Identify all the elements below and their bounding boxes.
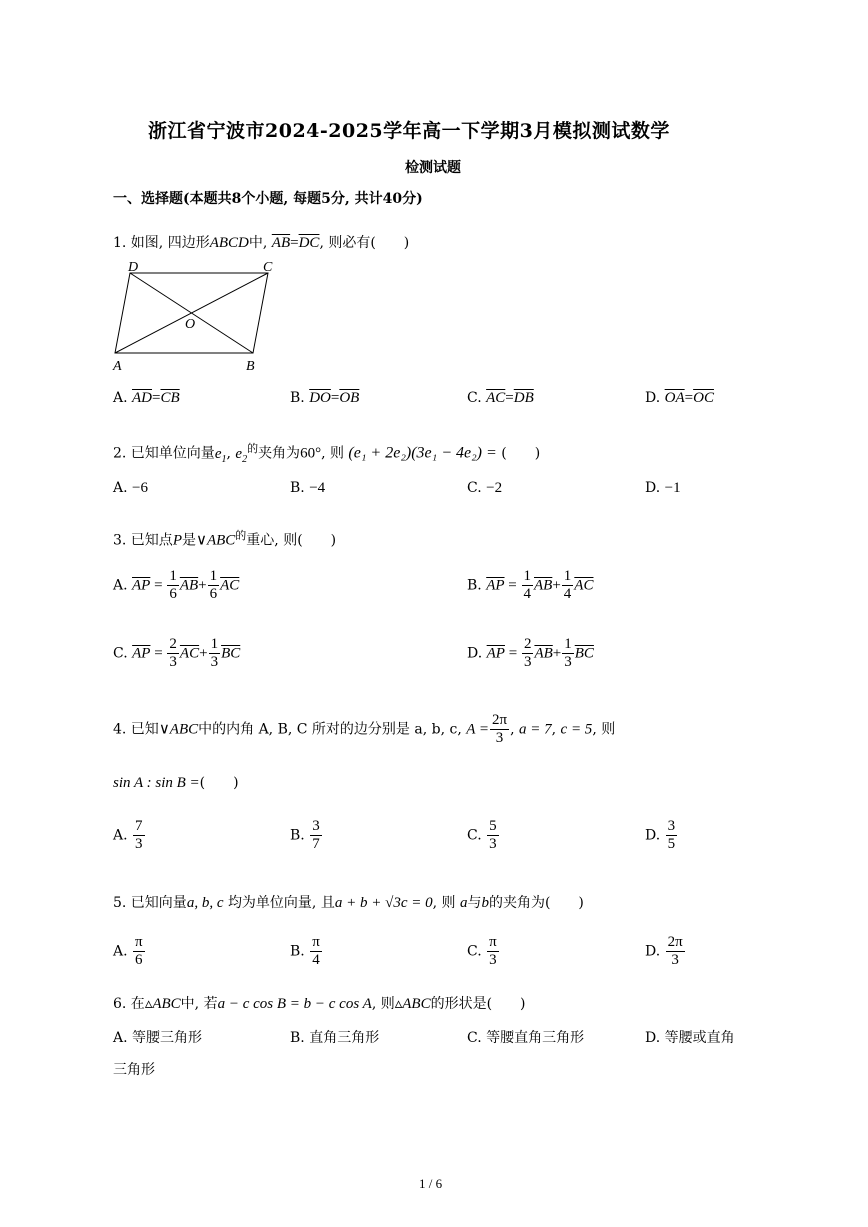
q4-option-a: A. $\frac{7}{3}$ [113, 818, 143, 852]
q4-option-c: C. $\frac{5}{3}$ [467, 818, 497, 852]
diagonal-ca [115, 273, 268, 353]
q1-text-c: , 则必有( ) [319, 235, 410, 251]
q1-eq: = [290, 235, 299, 251]
question-1-stem [113, 232, 409, 252]
label-d: D [128, 260, 139, 275]
q6-option-b: B. 直角三角形 [290, 1030, 380, 1046]
question-2-stem: 2. 已知单位向量$e_1$, $e_2^的$夹角为60°, 则 (e₁ + 2e₂)(3e₁ − 4e₂) = ( ) [113, 442, 541, 465]
q2-text-b: 夹角为 [258, 445, 301, 462]
q1-text-b: 中, [248, 235, 268, 251]
label-a: A [113, 359, 122, 374]
q5-option-c: C. $\frac{\pi}{3}$ [467, 934, 497, 968]
q2-e1: $e_1$ [214, 445, 227, 465]
q3-option-d: D. $\overline{AP}$ = $\frac{2}{3}$ $\overline{AB}+$ $\frac{1}{3}$ $\overline{BC}$ [467, 636, 594, 670]
q2-option-d: D. −1 [645, 480, 681, 496]
q5-option-b: B. $\frac{\pi}{4}$ [290, 934, 320, 968]
q1-option-b: B. $\overline{DO}=\overline{OB}$ [290, 390, 360, 406]
q5-option-d: D. $\frac{2\pi}{3}$ [645, 934, 683, 968]
q1-vec-dc: $\overline{DC}$ [298, 235, 320, 251]
q1-text-a: 1. 如图, 四边形 [113, 235, 210, 251]
page-title: 浙江省宁波市2024-2025学年高一下学期3月模拟测试数学 [148, 120, 670, 142]
q6-option-c: C. 等腰直角三角形 [467, 1030, 585, 1046]
question-6-stem: 6. 在▵ABC中, 若a − c cos B = b − c cos A, 则▵ABC的形状是( ) [113, 996, 526, 1012]
q1-option-a: A. $\overline{AD}=\overline{CB}$ [113, 390, 180, 406]
q6-option-d: D. 等腰或直角 [645, 1030, 735, 1046]
q2-expression: (e₁ + 2e₂)(3e₁ − 4e₂) = [348, 444, 497, 462]
label-b: B [246, 359, 255, 374]
question-4-line2: sin A : sin B =( ) [113, 775, 239, 791]
q3-option-b: B. $\overline{AP}$ = $\frac{1}{4}$ $\overline{AB}+$ $\frac{1}{4}$ $\overline{AC}$ [467, 568, 594, 602]
question-4-stem: 4. 已知∨ABC中的内角 A, B, C 所对的边分别是 a, b, c, A = $\frac{2\pi}{3}$ , a = 7, c = 5, 则 [113, 712, 616, 746]
q6-option-d-wrap: 三角形 [113, 1062, 155, 1078]
q1-option-c: C. $\overline{AC}=\overline{DB}$ [467, 390, 534, 406]
q4-option-d: D. $\frac{3}{5}$ [645, 818, 676, 852]
label-c: C [263, 260, 273, 275]
q2-option-b: B. −4 [290, 480, 326, 496]
q2-e2: $e_2$ [235, 445, 248, 465]
q1-vec-ab: $\overline{AB}$ [271, 235, 291, 251]
q5-option-a: A. $\frac{\pi}{6}$ [113, 934, 143, 968]
q2-text-a: 2. 已知单位向量 [113, 445, 215, 462]
page-subtitle: 检测试题 [405, 160, 461, 176]
q2-angle: 60° [300, 445, 322, 462]
q1-quad: ABCD [209, 235, 249, 251]
question-5-stem: 5. 已知向量a, b, c 均为单位向量, 且a + b + √3c = 0, 则 a与b的夹角为( ) [113, 895, 584, 911]
q3-option-a: A. $\overline{AP}$ = $\frac{1}{6}$ $\overline{AB}+$ $\frac{1}{6}$ $\overline{AC}$ [113, 568, 240, 602]
section-heading: 一、选择题(本题共8个小题, 每题5分, 共计40分) [113, 191, 423, 207]
q6-option-a: A. 等腰三角形 [113, 1030, 203, 1046]
q2-text-d: ( ) [501, 445, 541, 462]
q2-option-a: A. −6 [113, 480, 148, 496]
q4-option-b: B. $\frac{3}{7}$ [290, 818, 320, 852]
q3-option-c: C. $\overline{AP}$ = $\frac{2}{3}$ $\overline{AC}+$ $\frac{1}{3}$ $\overline{BC}$ [113, 636, 241, 670]
label-o: O [185, 317, 196, 332]
question-3-stem: 3. 已知点P是$\vee ABC^的$重心, 则( ) [113, 529, 337, 549]
q2-option-c: C. −2 [467, 480, 503, 496]
page-number: 1 / 6 [419, 1176, 443, 1191]
parallelogram-figure [110, 258, 290, 376]
q1-option-d: D. $\overline{OA}=\overline{OC}$ [645, 390, 714, 406]
